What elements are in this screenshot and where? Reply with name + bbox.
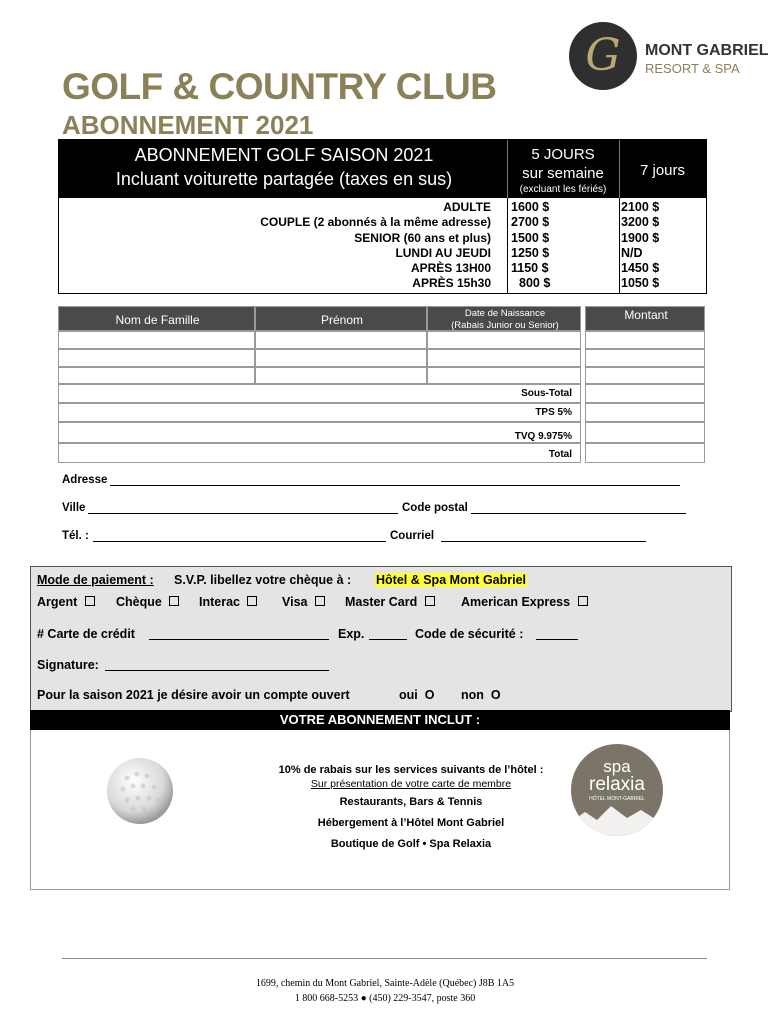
mode-paiement-label: Mode de paiement : [37,573,154,587]
discount-line: 10% de rabais sur les services suivants de l’hôtel : [278,764,544,776]
option-cheque[interactable]: Chèque [116,595,179,609]
courriel-label: Courriel [390,530,435,542]
input-nom-1[interactable] [58,331,255,349]
checkbox-icon [315,596,325,606]
footer-phone: 1 800 668-5253 ● (450) 229-3547, poste 360 [294,993,476,1004]
price-value: 1450 $ [621,261,660,276]
checkbox-icon [85,596,95,606]
adresse-field[interactable] [110,485,680,486]
ville-label: Ville [62,502,86,514]
price-value: 1250 $ [511,245,550,260]
input-nom-3[interactable] [58,367,255,384]
logo-tagline: RESORT & SPA [645,61,740,76]
input-montant-3[interactable] [585,367,705,384]
col-5-days: 5 JOURS [531,146,595,163]
price-value: 1900 $ [621,230,660,245]
tvq-row: TVQ 9.975% [58,422,581,443]
price-value: 2100 $ [621,200,660,214]
logo-name: MONT GABRIEL [645,42,769,59]
golf-ball-icon [105,756,175,826]
adresse-label: Adresse [62,474,108,486]
exp-field[interactable] [369,639,407,640]
signature-field[interactable] [105,670,329,671]
mountain-icon [571,800,663,836]
code-postal-field[interactable] [471,513,686,514]
cheque-instruction: S.V.P. libellez votre chèque à : [174,573,352,587]
prices-5-days [511,200,611,292]
includes-header: VOTRE ABONNEMENT INCLUT : [30,710,730,730]
option-argent[interactable]: Argent [37,595,95,609]
input-naissance-3[interactable] [427,367,581,384]
input-prenom-2[interactable] [255,349,427,367]
payee-name: Hôtel & Spa Mont Gabriel [376,573,527,587]
col-prenom-header: Prénom [255,306,427,331]
price-category: LUNDI AU JEUDI [395,245,491,260]
pricing-header [59,140,706,198]
input-montant-1[interactable] [585,331,705,349]
prices-7-days [621,200,701,292]
pricing-subheading: Incluant voiturette partagée (taxes en sus) [115,169,453,189]
spa-relaxia-logo: spa relaxia HÔTEL MONT-GABRIEL [571,744,663,836]
pricing-heading: ABONNEMENT GOLF SAISON 2021 [134,145,434,165]
price-value: 1050 $ [621,276,660,291]
tel-label: Tél. : [62,530,89,542]
col-naissance-header: Date de Naissance (Rabais Junior ou Senior) [427,306,581,331]
tvq-input[interactable] [585,422,705,443]
price-category: APRÈS 15h30 [412,276,491,291]
option-non[interactable]: non O [461,688,501,702]
input-montant-2[interactable] [585,349,705,367]
checkbox-icon [247,596,257,606]
total-row: Total [58,443,581,463]
checkbox-icon [578,596,588,606]
pricing-table [58,139,707,294]
option-visa[interactable]: Visa [282,595,325,609]
include-restaurants: Restaurants, Bars & Tennis [339,796,483,808]
footer-address: 1699, chemin du Mont Gabriel, Sainte-Adèle (Québec) J8B 1A5 [255,978,515,989]
tps-input[interactable] [585,403,705,422]
courriel-field[interactable] [441,541,646,542]
col-5-days-sub: sur semaine [522,165,604,182]
option-oui[interactable]: oui O [399,688,435,702]
page-subtitle: ABONNEMENT 2021 [62,110,314,140]
input-naissance-1[interactable] [427,331,581,349]
card-number-label: # Carte de crédit [37,627,135,641]
checkbox-icon [169,596,179,606]
footer-divider [62,958,707,959]
page-title: GOLF & COUNTRY CLUB [62,66,497,107]
price-value: 1150 $ [511,261,549,276]
ville-field[interactable] [88,513,398,514]
price-value: 2700 $ [511,215,550,230]
logo [569,22,637,90]
price-category: COUPLE (2 abonnés à la même adresse) [260,215,491,230]
account-question: Pour la saison 2021 je désire avoir un compte ouvert [37,688,350,702]
security-code-label: Code de sécurité : [415,627,524,641]
code-postal-label: Code postal [402,502,468,514]
price-category: APRÈS 13H00 [410,261,491,276]
card-number-field[interactable] [149,639,329,640]
input-naissance-2[interactable] [427,349,581,367]
col-5-days-note: (excluant les fériés) [519,184,607,195]
col-nom-header: Nom de Famille [58,306,255,331]
price-value: 3200 $ [621,215,660,230]
price-value: N/D [621,245,643,260]
price-category: SENIOR (60 ans et plus) [354,230,491,245]
col-7-days: 7 jours [639,162,686,179]
price-categories [59,200,491,292]
exp-label: Exp. [338,627,365,641]
include-boutique-spa: Boutique de Golf • Spa Relaxia [330,838,492,850]
price-value: 800 $ [519,276,551,291]
input-prenom-3[interactable] [255,367,427,384]
input-prenom-1[interactable] [255,331,427,349]
sous-total-row: Sous-Total [58,384,581,403]
price-category: ADULTE [443,200,491,214]
member-card-note: Sur présentation de votre carte de membre [310,778,512,790]
option-interac[interactable]: Interac [199,595,257,609]
sous-total-input[interactable] [585,384,705,403]
include-hebergement: Hébergement à l’Hôtel Mont Gabriel [317,817,505,829]
security-code-field[interactable] [536,639,578,640]
option-mastercard[interactable]: Master Card [345,595,435,609]
input-nom-2[interactable] [58,349,255,367]
total-input[interactable] [585,443,705,463]
col-montant-header: Montant [585,306,705,331]
tps-row: TPS 5% [58,403,581,422]
price-value: 1600 $ [511,200,550,214]
checkbox-icon [425,596,435,606]
includes-section [30,730,730,890]
price-value: 1500 $ [511,230,550,245]
signature-label: Signature: [37,658,99,672]
tel-field[interactable] [93,541,386,542]
option-amex[interactable]: American Express [461,595,588,609]
logo-letter: G [585,30,621,81]
payment-section [30,566,732,712]
